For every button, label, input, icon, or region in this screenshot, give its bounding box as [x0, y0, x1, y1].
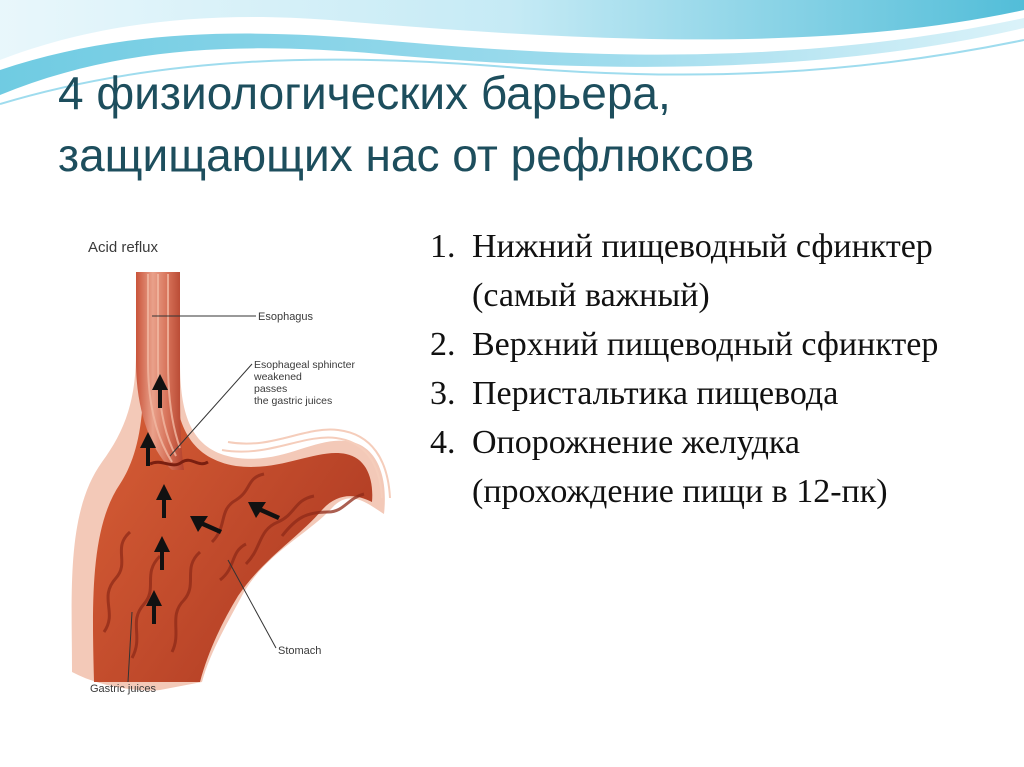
label-sphincter-line-4: the gastric juices — [254, 395, 333, 407]
acid-reflux-illustration — [32, 212, 394, 708]
barrier-text: Опорожнение желудка (прохождение пищи в 12-пк) — [472, 424, 888, 510]
title-line-2: защищающих нас от рефлюксов — [58, 129, 755, 181]
barrier-text: Нижний пищеводный сфинктер (самый важный) — [472, 228, 933, 314]
barrier-item — [420, 418, 1000, 516]
barriers-list — [420, 222, 1000, 516]
label-gastric-juices: Gastric juices — [90, 683, 157, 695]
label-stomach: Stomach — [278, 645, 322, 657]
barrier-item — [420, 369, 1000, 418]
barrier-item — [420, 320, 1000, 369]
barrier-text: Верхний пищеводный сфинктер — [472, 326, 939, 363]
barrier-number: 4. — [430, 424, 456, 461]
label-sphincter-line-1: Esophageal sphincter — [254, 359, 355, 371]
barrier-number: 1. — [430, 228, 456, 265]
slide-title — [58, 62, 978, 186]
barrier-text: Перистальтика пищевода — [472, 375, 839, 412]
barrier-item — [420, 222, 1000, 320]
barrier-number: 2. — [430, 326, 456, 363]
barrier-number: 3. — [430, 375, 456, 412]
label-sphincter-line-3: passes — [254, 383, 288, 395]
label-esophagus: Esophagus — [258, 311, 314, 323]
label-sphincter-line-2: weakened — [254, 371, 302, 383]
anatomy-drawing — [32, 212, 394, 708]
figure-heading: Acid reflux — [88, 239, 159, 256]
title-line-1: 4 физиологических барьера, — [58, 67, 671, 119]
